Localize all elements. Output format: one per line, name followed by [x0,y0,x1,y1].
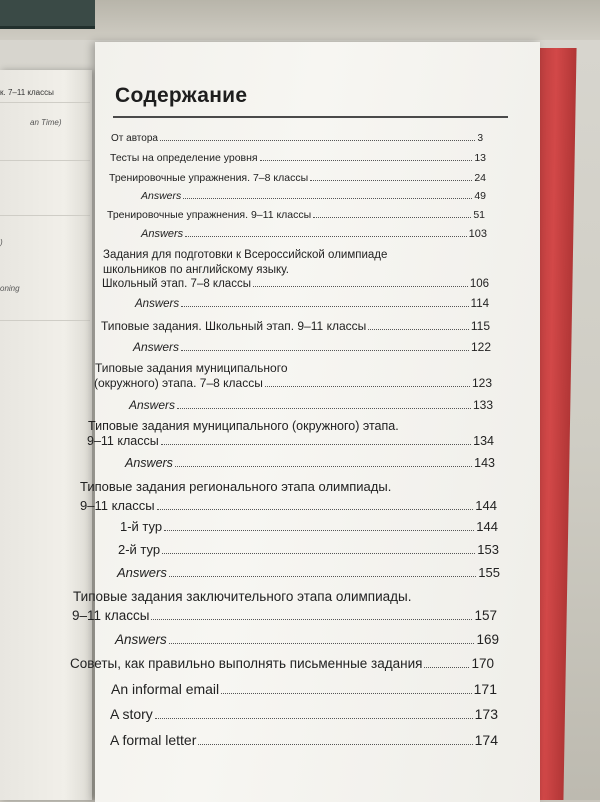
toc-page-number: 49 [474,190,486,202]
toc-page-number: 170 [471,656,494,671]
toc-page-number: 122 [470,340,491,354]
toc-entry[interactable] [133,340,491,354]
toc-entry-label: 2-й тур [118,542,161,557]
toc-entry-label: 9–11 классы [72,608,150,623]
toc-entry-label: От автора [111,133,158,144]
leader-dots [155,718,473,719]
toc-entry[interactable] [80,498,497,513]
leader-dots [310,180,472,181]
leader-dots [181,350,469,351]
toc-entry-label: (окружного) этапа. 7–8 классы [94,376,263,390]
toc-entry-label: Тренировочные упражнения. 9–11 классы [107,209,312,221]
toc-entry[interactable] [110,152,486,164]
toc-entry[interactable] [110,706,498,722]
toc-entry[interactable] [111,681,497,697]
toc-entry-label: A formal letter [110,732,197,748]
toc-entry[interactable] [141,228,487,240]
toc-page-number: 51 [473,209,485,221]
leader-dots [151,619,472,620]
toc-entry[interactable] [72,608,497,623]
toc-entry-label: Тренировочные упражнения. 7–8 классы [109,172,309,184]
leader-dots [368,329,469,330]
toc-page-number: 3 [477,133,483,144]
toc-page-number: 173 [474,706,498,722]
toc-entry[interactable] [107,209,485,221]
toc-entry[interactable] [141,190,486,202]
toc-page-number: 103 [468,228,487,240]
toc-entry-label: 9–11 классы [87,434,159,448]
toc-entry-label: 9–11 классы [80,498,155,513]
toc-page-number: 106 [469,278,489,290]
leader-dots [157,509,474,510]
toc-entry[interactable] [125,456,495,470]
toc-entry-label: Советы, как правильно выполнять письменные задания [70,656,423,671]
adjacent-page-text: ) [0,238,3,247]
toc-entry-label: A story [110,706,153,722]
background-book [0,0,95,29]
toc-entry[interactable] [111,133,483,144]
toc-page-number: 153 [477,542,499,557]
toc-entry[interactable] [102,278,489,290]
toc-entry-label: Answers [129,398,176,412]
toc-entry[interactable] [87,434,494,448]
leader-dots [185,236,466,237]
divider [0,320,90,321]
toc-page-number: 143 [474,456,495,470]
toc-page-number: 157 [474,608,497,623]
contents-page [70,42,540,802]
toc-entry-label: Answers [135,298,180,310]
leader-dots [169,576,476,577]
divider [0,160,90,161]
leader-dots [424,667,469,668]
toc-entry-label: Answers [133,340,180,354]
toc-page-number: 13 [474,152,486,164]
toc-entry-heading-line: Типовые задания муниципального (окружного) этапа. [88,419,399,433]
leader-dots [198,744,472,745]
toc-entry[interactable] [110,732,498,748]
toc-entry-label: Answers [115,632,167,647]
toc-page-number: 144 [475,498,497,513]
toc-entry-label: Answers [141,228,184,240]
toc-entry[interactable] [120,519,498,534]
leader-dots [162,553,475,554]
toc-entry-heading-line: Задания для подготовки к Всероссийской олимпиаде [103,249,388,261]
toc-page-number: 169 [476,632,499,647]
toc-page-number: 155 [478,565,500,580]
toc-entry[interactable] [109,172,486,184]
divider [0,215,90,216]
toc-page-number: 114 [470,298,489,310]
toc-entry[interactable] [129,398,493,412]
toc-page-number: 115 [470,319,490,333]
toc-entry-label: Answers [141,190,182,202]
toc-page-number: 134 [473,434,494,448]
toc-entry[interactable] [115,632,499,647]
toc-entry-label: Тесты на определение уровня [110,152,258,164]
divider [0,102,90,103]
adjacent-page-header: к. 7–11 классы [0,88,54,97]
toc-entry-heading-line: Типовые задания муниципального [95,361,288,375]
toc-entry[interactable] [135,298,489,310]
toc-page-number: 133 [472,398,493,412]
toc-page-number: 171 [473,681,497,697]
leader-dots [253,286,468,287]
adjacent-page-text: oning [0,284,20,293]
toc-entry[interactable] [101,319,490,333]
page-title: Содержание [115,84,248,107]
toc-entry-label: 1-й тур [120,519,163,534]
toc-entry-label: Answers [117,565,167,580]
toc-entry[interactable] [117,565,500,580]
leader-dots [164,530,474,531]
leader-dots [265,386,470,387]
toc-entry-heading-line: Типовые задания регионального этапа олимпиады. [80,479,392,494]
toc-entry-label: Типовые задания. Школьный этап. 9–11 классы [101,319,367,333]
toc-entry[interactable] [70,656,494,671]
toc-entry-heading-line: Типовые задания заключительного этапа олимпиады. [73,589,412,604]
toc-page-number: 174 [474,732,498,748]
leader-dots [183,198,472,199]
toc-entry-heading-line: школьников по английскому языку. [103,264,289,276]
leader-dots [175,466,472,467]
leader-dots [260,160,473,161]
toc-entry-label: Answers [125,456,173,470]
toc-page-number: 123 [471,376,492,390]
toc-page-number: 144 [476,519,498,534]
leader-dots [161,444,471,445]
leader-dots [221,693,471,694]
toc-entry-label: An informal email [111,681,220,697]
toc-entry-label: Школьный этап. 7–8 классы [102,278,251,290]
leader-dots [181,306,469,307]
toc-page-number: 24 [474,172,486,184]
leader-dots [169,643,475,644]
toc-entry[interactable] [118,542,499,557]
leader-dots [177,408,471,409]
leader-dots [313,217,471,218]
table-of-contents [70,42,540,802]
leader-dots [160,140,475,141]
toc-entry[interactable] [94,376,492,390]
adjacent-page [0,70,92,800]
adjacent-page-text: an Time) [30,118,62,127]
